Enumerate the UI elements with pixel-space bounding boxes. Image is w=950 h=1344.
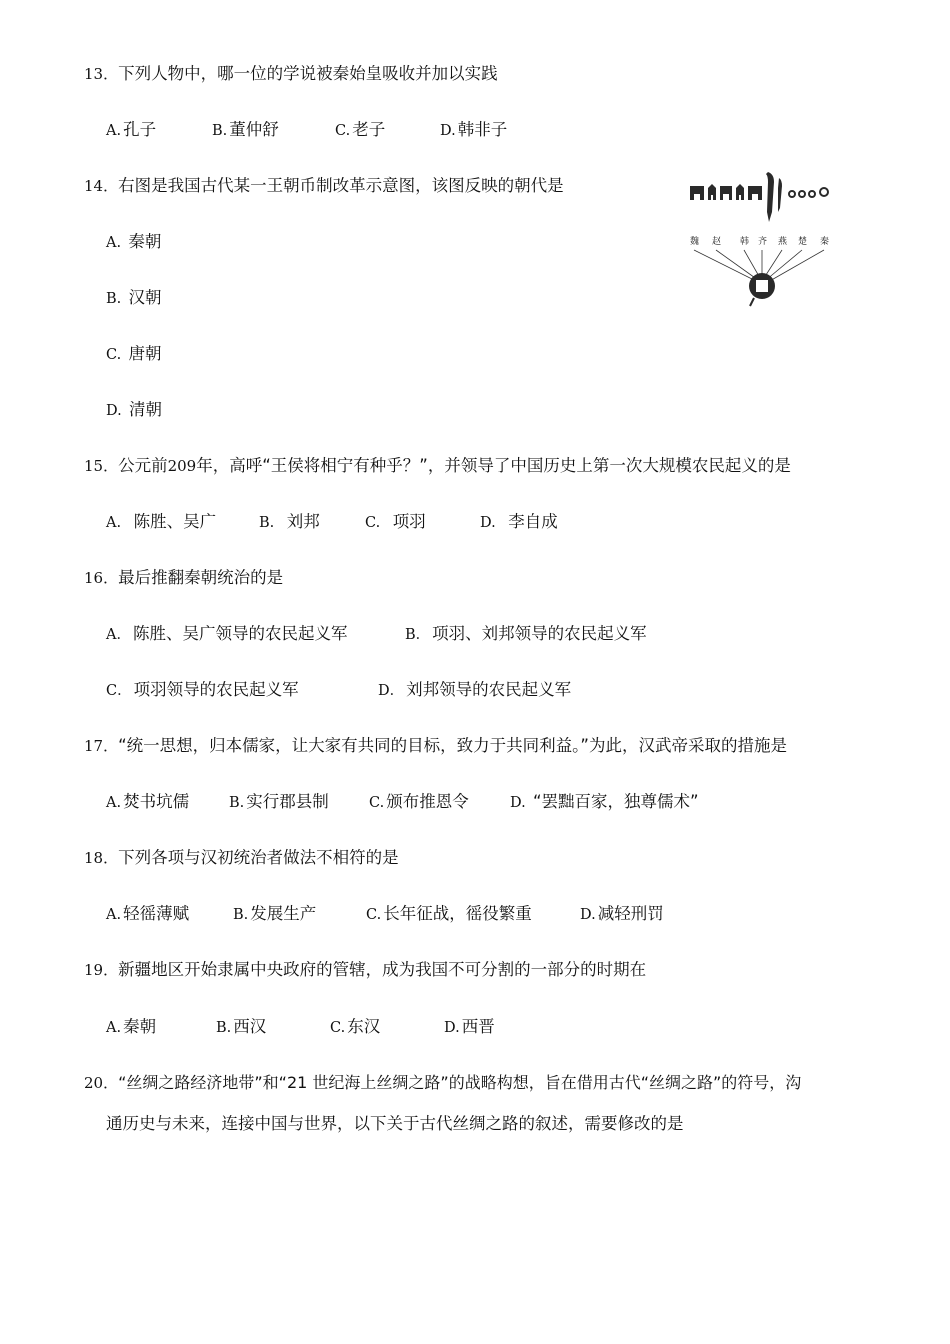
q14-option-a: [106, 230, 161, 255]
option-text: 老子: [352, 120, 386, 139]
question-17-stem: [84, 734, 787, 758]
question-text-prefix: 公元前: [118, 456, 168, 475]
option-text: 项羽领导的农民起义军: [133, 680, 299, 699]
option-letter: A.: [106, 795, 122, 811]
question-14-stem: [84, 174, 564, 198]
q16-option-c: [106, 678, 299, 703]
option-letter: B.: [216, 1020, 232, 1036]
option-text: 韩非子: [457, 120, 508, 139]
ban-liang-coin-icon: [749, 273, 775, 306]
state-label-qin: 秦: [820, 237, 830, 247]
option-letter: C.: [369, 795, 385, 811]
state-label-qi: 齐: [758, 237, 768, 247]
state-label-zhao: 赵: [712, 237, 722, 247]
q13-option-b: [212, 118, 279, 143]
option-text: 东汉: [347, 1017, 381, 1036]
option-text: 颁布推恩令: [386, 792, 469, 811]
q17-option-c: [369, 790, 469, 815]
q18-option-d: [580, 902, 664, 927]
option-text: 秦朝: [128, 232, 162, 251]
q13-option-d: [440, 118, 507, 143]
option-text: 焚书坑儒: [123, 792, 190, 811]
option-letter: D.: [440, 123, 456, 139]
option-letter: B.: [229, 795, 245, 811]
question-number: 18．: [84, 849, 119, 867]
option-letter: B.: [212, 123, 228, 139]
option-letter: B.: [259, 515, 275, 531]
option-text: 轻徭薄赋: [123, 904, 190, 923]
question-20-stem-line1: [84, 1071, 801, 1095]
option-letter: D.: [480, 515, 496, 531]
option-text: 项羽: [392, 512, 426, 531]
question-number: 13．: [84, 65, 119, 83]
question-text: 年，高呼“王侯将相宁有种乎？”，并领导了中国历史上第一次大规模农民起义的是: [196, 456, 791, 475]
q19-option-c: [330, 1015, 380, 1040]
q13-option-a: [106, 118, 156, 143]
option-text: 孔子: [123, 120, 157, 139]
option-text: 项羽、刘邦领导的农民起义军: [432, 624, 647, 643]
state-label-han: 韩: [740, 237, 750, 247]
q15-option-a: [106, 510, 216, 535]
question-text: 新疆地区开始隶属中央政府的管辖，成为我国不可分割的一部分的时期在: [118, 960, 647, 979]
option-text: 陈胜、吴广领导的农民起义军: [132, 624, 348, 643]
q14-option-b: [106, 286, 162, 311]
question-text: 最后推翻秦朝统治的是: [118, 568, 284, 587]
q14-option-d: [106, 398, 162, 423]
option-letter: D．: [378, 683, 405, 699]
option-letter: C．: [106, 683, 132, 699]
option-letter: C.: [106, 347, 122, 363]
question-number: 19．: [84, 961, 119, 979]
option-text: 西汉: [233, 1017, 267, 1036]
q15-option-c: [365, 510, 426, 535]
question-18-stem: [84, 846, 399, 870]
question-number: 20．: [84, 1074, 119, 1092]
option-letter: D.: [106, 403, 122, 419]
question-text: 右图是我国古代某一王朝币制改革示意图，该图反映的朝代是: [118, 176, 564, 195]
q15-option-d: [480, 510, 558, 535]
option-text: 汉朝: [128, 288, 162, 307]
option-letter: A．: [106, 627, 131, 643]
option-text: 减轻刑罚: [597, 904, 664, 923]
question-16-stem: [84, 566, 283, 590]
round-coin-icon: [789, 188, 828, 197]
option-letter: C.: [330, 1020, 346, 1036]
option-text: 陈胜、吴广: [133, 512, 217, 531]
option-letter: A.: [106, 123, 122, 139]
currency-reform-diagram: [684, 164, 834, 310]
option-text: 唐朝: [128, 344, 162, 363]
q18-option-b: [233, 902, 316, 927]
option-letter: C.: [335, 123, 351, 139]
option-letter: D.: [444, 1020, 460, 1036]
option-text: 实行郡县制: [246, 792, 329, 811]
option-text: 刘邦: [286, 512, 320, 531]
option-text: 西晋: [461, 1017, 495, 1036]
q16-option-a: [106, 622, 347, 647]
option-text: 发展生产: [250, 904, 317, 923]
question-text: “丝绸之路经济地带”和“21 世纪海上丝绸之路”的战略构想，旨在借用古代“丝绸之路”的符号，沟: [118, 1073, 802, 1092]
option-text: 秦朝: [123, 1017, 157, 1036]
option-letter: A.: [106, 235, 122, 251]
question-13-stem: [84, 62, 498, 86]
option-letter: B.: [233, 907, 249, 923]
question-number: 17．: [84, 737, 119, 755]
option-text: “罢黜百家，独尊儒术”: [532, 792, 699, 811]
option-letter: A.: [106, 1020, 122, 1036]
option-letter: A.: [106, 907, 122, 923]
q13-option-c: [335, 118, 385, 143]
option-letter: B．: [405, 627, 431, 643]
question-number: 15．: [84, 457, 119, 475]
state-label-wei: 魏: [690, 237, 700, 247]
spade-coin-icon: [690, 184, 762, 200]
q19-option-d: [444, 1015, 495, 1040]
currency-reform-figure: [684, 164, 834, 310]
state-label-yan: 燕: [778, 237, 788, 247]
question-number: 14．: [84, 177, 119, 195]
option-letter: C.: [366, 907, 382, 923]
question-year: 209: [167, 457, 197, 475]
q18-option-a: [106, 902, 189, 927]
state-labels: [690, 235, 829, 247]
option-letter: C.: [365, 515, 381, 531]
option-text: 李自成: [508, 512, 558, 531]
q18-option-c: [366, 902, 532, 927]
knife-coin-icon: [766, 172, 782, 222]
q14-option-c: [106, 342, 161, 367]
q19-option-b: [216, 1015, 266, 1040]
question-text: “统一思想，归本儒家，让大家有共同的目标，致力于共同利益。”为此，汉武帝采取的措施是: [118, 736, 787, 755]
question-20-stem-line2: [106, 1112, 684, 1136]
q17-option-b: [229, 790, 329, 815]
q16-option-d: [378, 678, 571, 703]
option-letter: A.: [106, 515, 122, 531]
q17-option-a: [106, 790, 189, 815]
option-letter: D.: [510, 795, 526, 811]
question-19-stem: [84, 958, 646, 982]
state-label-chu: 楚: [798, 237, 808, 247]
question-text: 下列各项与汉初统治者做法不相符的是: [118, 848, 399, 867]
option-text: 刘邦领导的农民起义军: [406, 680, 572, 699]
option-text: 董仲舒: [229, 120, 279, 139]
option-letter: D.: [580, 907, 596, 923]
question-text: 通历史与未来，连接中国与世界，以下关于古代丝绸之路的叙述，需要修改的是: [106, 1114, 684, 1133]
q16-option-b: [405, 622, 647, 647]
option-text: 长年征战，徭役繁重: [383, 904, 532, 923]
question-15-stem: [84, 454, 791, 478]
q17-option-d: [510, 790, 699, 815]
question-text: 下列人物中，哪一位的学说被秦始皇吸收并加以实践: [118, 64, 498, 83]
option-letter: B.: [106, 291, 122, 307]
q19-option-a: [106, 1015, 156, 1040]
q15-option-b: [259, 510, 320, 535]
question-number: 16．: [84, 569, 119, 587]
option-text: 清朝: [128, 400, 162, 419]
